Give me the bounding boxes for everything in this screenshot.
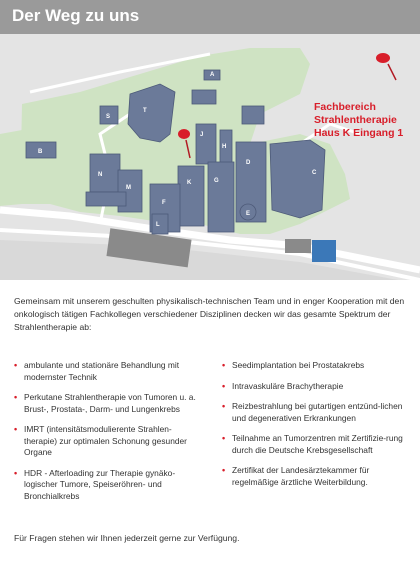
bullet-icon: • [14,424,18,434]
campus-map [0,34,420,280]
list-item [14,468,204,503]
svg-text:D: D [246,160,251,166]
list-item [222,381,410,393]
svg-text:J: J [200,132,204,138]
svg-text:H: H [222,144,227,150]
svg-text:N: N [98,172,103,178]
list-item [222,360,410,372]
bullet-icon: • [222,465,226,475]
bullet-icon: • [222,401,226,411]
callout-line-2: Strahlentherapie [314,114,397,126]
bullet-icon: • [14,360,18,370]
list-item-text: Intravaskuläre Brachytherapie [232,380,344,391]
svg-text:C: C [312,170,317,176]
bullet-icon: • [222,433,226,443]
small-building [285,239,311,253]
list-item [222,433,410,456]
services-list-left [14,360,204,511]
list-item-text: Seedimplantation bei Prostatakrebs [232,360,365,370]
bus-stop [312,240,336,262]
list-item [14,392,204,415]
svg-text:K: K [187,180,192,186]
svg-text:G: G [214,178,219,184]
list-item-text: Zertifikat der Landesärztekammer für regelmäßige ärztliche Weiterbildung. [232,465,370,487]
svg-text:B: B [38,149,43,155]
svg-text:E: E [246,211,251,217]
svg-text:L: L [156,222,160,228]
intro-text: Gemeinsam mit unserem geschulten physikalisch-technischen Team und in enger Kooperation mit den onkologisch tätigen Fachkollegen verschiedener Disziplinen decken wir das gesamte Spektrum der Strahlentherapie ab: [14,296,405,332]
svg-text:F: F [162,200,166,206]
list-item-text: ambulante und stationäre Behandlung mit modernster Technik [24,360,180,382]
list-item-text: Perkutane Strahlentherapie von Tumoren u. a. Brust-, Prostata-, Darm- und Lungenkrebs [24,392,196,414]
bullet-icon: • [14,392,18,402]
svg-text:A: A [210,72,215,78]
list-item-text: HDR - Afterloading zur Therapie gynäko-logischer Tumore, Speiseröhren- und Bronchialkrebs [24,467,176,501]
park-area-west [0,130,22,206]
list-item [14,360,204,383]
page-title: Der Weg zu uns [12,6,140,25]
services-list-right [222,360,410,497]
list-item [222,401,410,424]
page-header [0,0,420,34]
bullet-icon: • [14,467,18,478]
svg-text:M: M [126,185,131,191]
svg-text:S: S [106,114,111,120]
list-item-text: IMRT (intensitätsmodulierente Strahlen-therapie) zur optimalen Schonung gesunder Organe [24,424,187,457]
bullet-icon: • [222,380,226,391]
callout-line-3: Haus K Eingang 1 [314,127,404,139]
callout-line-1: Fachbereich [314,101,376,113]
list-item-text: Teilnahme an Tumorzentren mit Zertifizie-rung durch die Deutsche Krebsgesellschaft [232,433,403,455]
list-item [14,424,204,459]
list-item [222,465,410,488]
svg-text:T: T [143,108,147,114]
footer-text: Für Fragen stehen wir Ihnen jederzeit gerne zur Verfügung. [14,533,240,543]
campus-map-svg [0,34,420,280]
bullet-icon: • [222,360,226,370]
list-item-text: Reizbestrahlung bei gutartigen entzünd-lichen und degenerativen Erkrankungen [232,401,403,423]
